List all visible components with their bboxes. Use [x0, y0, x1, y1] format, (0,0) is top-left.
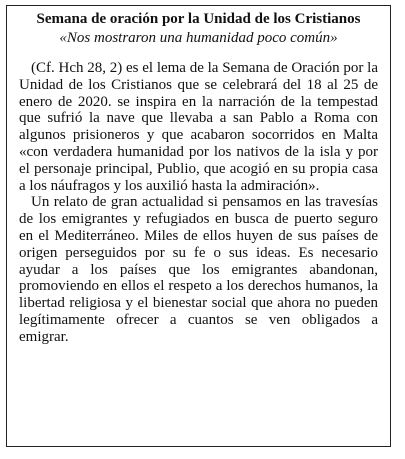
article-paragraph-1: (Cf. Hch 28, 2) es el lema de la Semana de Oración por la Unidad de los Cristianos que se celebrará del 18 al 25 de enero de 2020. se inspira en la narración de la tempestad que sufrió la nave que llevaba a san Pablo a Roma con algunos prisioneros y que acabaron socorridos en Malta «con verdadera humanidad por los nativos de la isla y por el personaje principal, Publio, que acogió en su propia casa a los náufragos y los auxilió hasta la admiración». [19, 60, 378, 194]
article-box [6, 5, 391, 447]
article-title: Semana de oración por la Unidad de los Cristianos [36, 11, 361, 27]
article-subtitle: «Nos mostraron una humanidad poco común» [59, 30, 338, 46]
article-paragraph-2: Un relato de gran actualidad si pensamos en las travesías de los emigrantes y refugiados en busca de puerto seguro en el Mediterráneo. Miles de ellos huyen de sus países de origen perseguidos por su fe o sus ideas. Es necesario ayudar a los países que los emigrantes abandonan, promoviendo en ellos el respeto a los derechos humanos, la libertad religiosa y el bienestar social que ahora no pueden legítimamente ofrecer a cuantos se ven obligados a emigrar. [19, 194, 378, 345]
